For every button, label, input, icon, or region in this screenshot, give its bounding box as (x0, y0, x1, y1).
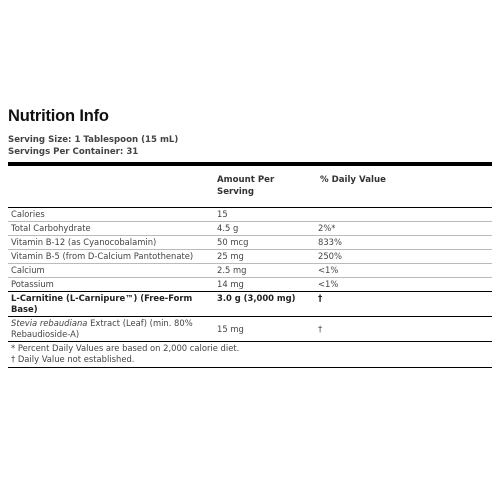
table-row (8, 222, 492, 236)
table-row (8, 250, 492, 264)
herb-latin-name: Stevia rebaudiana (11, 318, 88, 328)
table-row (8, 292, 492, 317)
nutrient-amount: 14 mg (213, 278, 308, 292)
nutrient-name: Potassium (8, 278, 213, 292)
header-row (8, 166, 492, 208)
nutrient-daily-value: † (308, 317, 492, 342)
nutrition-table (8, 166, 492, 341)
nutrient-name: Total Carbohydrate (8, 222, 213, 236)
page-title: Nutrition Info (8, 107, 109, 125)
nutrient-amount: 2.5 mg (213, 264, 308, 278)
nutrient-daily-value: <1% (308, 278, 492, 292)
nutrient-daily-value: 250% (308, 250, 492, 264)
header-daily-value: % Daily Value (320, 175, 386, 185)
table-row (8, 278, 492, 292)
table-row (8, 317, 492, 342)
dagger-mark: † (308, 292, 492, 317)
table-row (8, 208, 492, 222)
nutrient-name: Calories (8, 208, 213, 222)
table-row (8, 264, 492, 278)
nutrient-daily-value (308, 208, 492, 222)
footnote-dagger: † Daily Value not established. (11, 354, 135, 364)
table-row (8, 236, 492, 250)
footnote-percent: * Percent Daily Values are based on 2,000 calorie diet. (11, 343, 240, 353)
header-nutrient (8, 166, 213, 208)
nutrient-name: Calcium (8, 264, 213, 278)
nutrient-name: Vitamin B-5 (from D-Calcium Pantothenate) (8, 250, 213, 264)
nutrient-name: Vitamin B-12 (as Cyanocobalamin) (8, 236, 213, 250)
herb-detail: Extract (Leaf) (min. 80% Rebaudioside-A) (11, 318, 193, 339)
nutrient-daily-value: 2%* (308, 222, 492, 236)
nutrient-amount: 15 mg (213, 317, 308, 342)
serving-size: Serving Size: 1 Tablespoon (15 mL) (8, 135, 179, 145)
nutrient-name: L-Carnitine (L-Carnipure™) (Free-Form Base) (8, 292, 213, 317)
nutrient-daily-value: <1% (308, 264, 492, 278)
nutrient-amount: 50 mcg (213, 236, 308, 250)
nutrient-daily-value: 833% (308, 236, 492, 250)
nutrient-amount: 25 mg (213, 250, 308, 264)
nutrient-amount: 4.5 g (213, 222, 308, 236)
footnotes (8, 341, 492, 368)
servings-per-container: Servings Per Container: 31 (8, 147, 139, 157)
header-amount: Amount Per Serving (217, 175, 275, 197)
nutrient-name (8, 317, 213, 342)
nutrition-panel (8, 107, 492, 368)
nutrient-amount: 15 (213, 208, 308, 222)
nutrient-amount: 3.0 g (3,000 mg) (213, 292, 308, 317)
